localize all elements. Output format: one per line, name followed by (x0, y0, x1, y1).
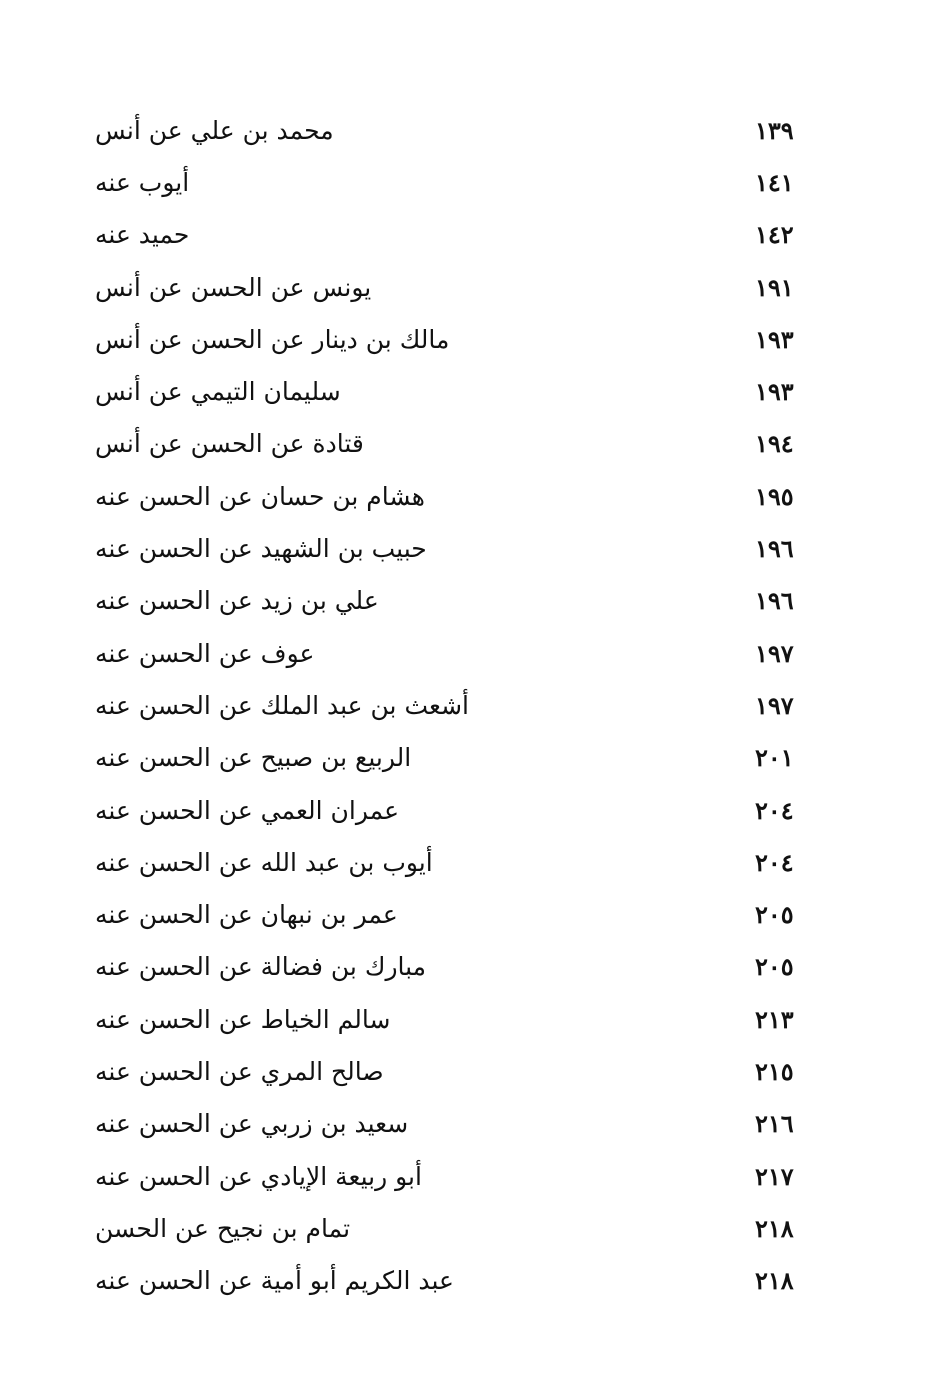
toc-entry-title: عوف عن الحسن عنه (95, 638, 315, 668)
toc-entry-page-number: ٢١٦ (755, 1109, 794, 1139)
toc-entry (95, 784, 825, 836)
toc-entry-title: عمران العمي عن الحسن عنه (95, 795, 400, 825)
toc-entry-page-number: ٢٠١ (755, 743, 794, 773)
toc-entry (95, 104, 825, 156)
toc-entry (95, 941, 825, 993)
toc-entry-title: سالم الخياط عن الحسن عنه (95, 1004, 391, 1034)
toc-entry-title: أشعث بن عبد الملك عن الحسن عنه (95, 690, 469, 720)
toc-entry-title: حبيب بن الشهيد عن الحسن عنه (95, 534, 427, 564)
toc-entry (95, 732, 825, 784)
toc-entry-page-number: ١٩٧ (755, 638, 794, 668)
toc-entry-page-number: ٢٠٤ (755, 847, 794, 877)
toc-entry-title: عبد الكريم أبو أمية عن الحسن عنه (95, 1266, 454, 1296)
toc-entry-page-number: ١٤١ (755, 167, 794, 197)
toc-entry-page-number: ١٤٢ (755, 220, 794, 250)
toc-entry-title: أيوب بن عبد الله عن الحسن عنه (95, 847, 433, 877)
toc-entry-title: سليمان التيمي عن أنس (95, 377, 341, 407)
toc-entry (95, 418, 825, 470)
toc-entry (95, 836, 825, 888)
toc-entry-page-number: ٢٠٥ (755, 952, 794, 982)
table-of-contents (95, 104, 825, 1307)
toc-entry-title: أيوب عنه (95, 167, 190, 197)
toc-entry (95, 1202, 825, 1254)
toc-entry (95, 993, 825, 1045)
toc-entry-title: علي بن زيد عن الحسن عنه (95, 586, 379, 616)
toc-entry-page-number: ١٣٩ (755, 115, 794, 145)
toc-entry (95, 575, 825, 627)
toc-entry-title: هشام بن حسان عن الحسن عنه (95, 481, 425, 511)
toc-entry (95, 1098, 825, 1150)
toc-entry-title: مبارك بن فضالة عن الحسن عنه (95, 952, 427, 982)
toc-entry-page-number: ٢١٥ (755, 1056, 794, 1086)
toc-entry-page-number: ١٩٣ (755, 324, 794, 354)
toc-entry-page-number: ١٩١ (755, 272, 794, 302)
toc-entry-title: حميد عنه (95, 220, 190, 250)
toc-entry-page-number: ٢١٧ (755, 1161, 794, 1191)
toc-entry (95, 679, 825, 731)
toc-entry (95, 1255, 825, 1307)
toc-entry-title: قتادة عن الحسن عن أنس (95, 429, 364, 459)
toc-entry-title: محمد بن علي عن أنس (95, 115, 334, 145)
toc-entry-title: مالك بن دينار عن الحسن عن أنس (95, 324, 450, 354)
toc-entry-page-number: ١٩٤ (755, 429, 794, 459)
toc-entry (95, 313, 825, 365)
toc-entry-title: عمر بن نبهان عن الحسن عنه (95, 900, 398, 930)
toc-entry-page-number: ١٩٦ (755, 534, 794, 564)
toc-entry (95, 365, 825, 417)
toc-entry-page-number: ١٩٧ (755, 690, 794, 720)
toc-entry-page-number: ٢٠٥ (755, 900, 794, 930)
toc-entry (95, 522, 825, 574)
toc-entry-page-number: ١٩٣ (755, 377, 794, 407)
toc-entry-title: تمام بن نجيح عن الحسن (95, 1213, 351, 1243)
toc-entry (95, 888, 825, 940)
toc-entry-page-number: ٢١٣ (755, 1004, 794, 1034)
toc-entry-page-number: ١٩٦ (755, 586, 794, 616)
toc-entry (95, 209, 825, 261)
toc-entry-title: الربيع بن صبيح عن الحسن عنه (95, 743, 412, 773)
toc-entry-title: أبو ربيعة الإيادي عن الحسن عنه (95, 1161, 422, 1191)
toc-entry (95, 156, 825, 208)
toc-entry-page-number: ٢٠٤ (755, 795, 794, 825)
toc-entry (95, 1045, 825, 1097)
toc-entry-title: سعيد بن زربي عن الحسن عنه (95, 1109, 409, 1139)
toc-entry-page-number: ٢١٨ (755, 1266, 794, 1296)
toc-entry (95, 261, 825, 313)
toc-entry-page-number: ٢١٨ (755, 1213, 794, 1243)
toc-entry-title: يونس عن الحسن عن أنس (95, 272, 372, 302)
toc-entry (95, 1150, 825, 1202)
toc-entry-title: صالح المري عن الحسن عنه (95, 1056, 384, 1086)
toc-entry (95, 470, 825, 522)
toc-entry-page-number: ١٩٥ (755, 481, 794, 511)
toc-entry (95, 627, 825, 679)
